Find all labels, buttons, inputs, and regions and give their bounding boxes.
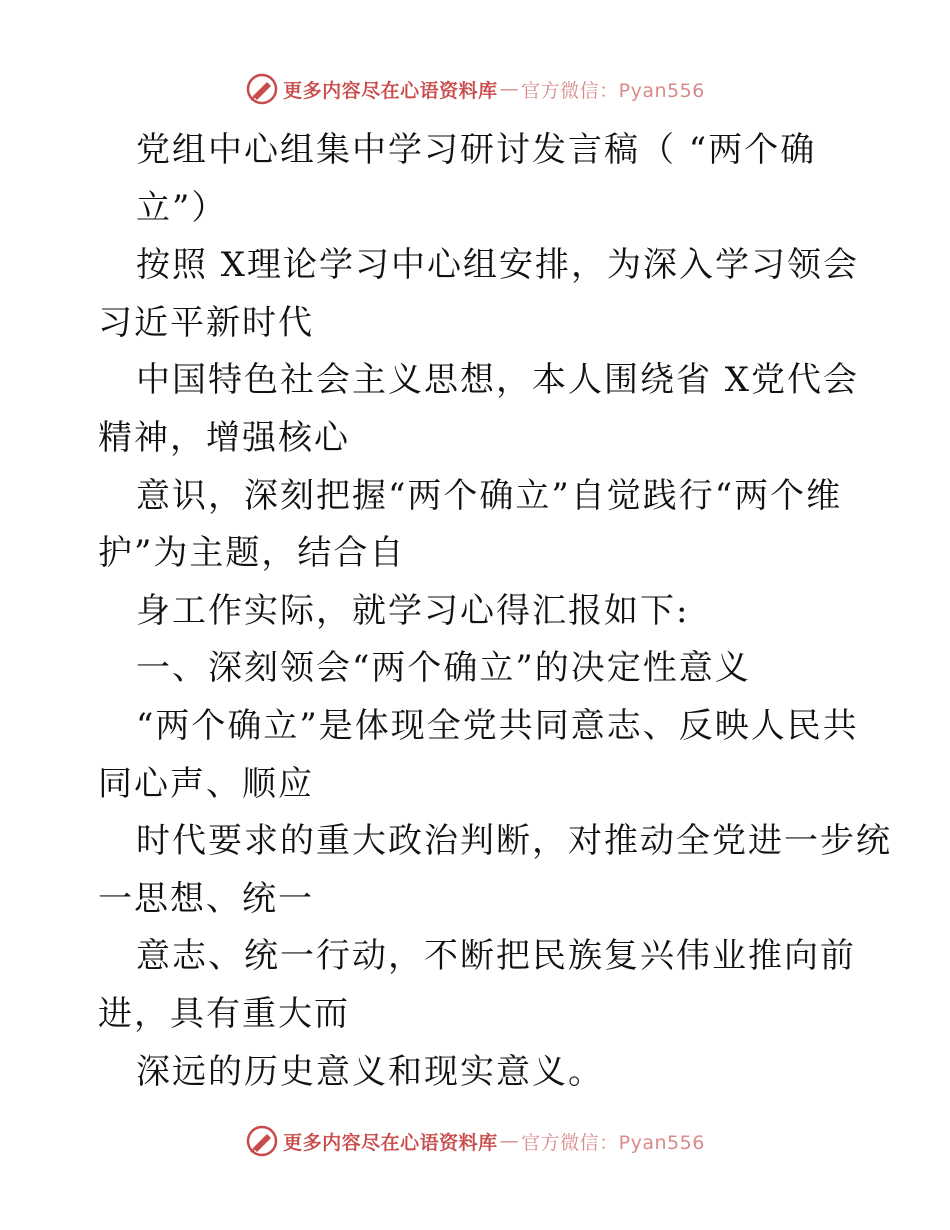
document-line: 身工作实际，就学习心得汇报如下: (136, 590, 690, 631)
document-line: 进，具有重大而 (98, 993, 350, 1034)
document-line: “两个确立”是体现全党共同意志、反映人民共 (136, 705, 859, 746)
watermark-sub-text: 官方微信：Pyan556 (521, 79, 705, 102)
document-line: 习近平新时代 (98, 302, 314, 343)
document-line: 时代要求的重大政治判断，对推动全党进一步统 (136, 821, 892, 862)
document-line: 护”为主题，结合自 (98, 533, 406, 574)
document-line: 意志、统一行动，不断把民族复兴伟业推向前 (136, 936, 856, 977)
watermark-separator: — (499, 1130, 520, 1152)
document-line: 一思想、统一 (98, 878, 314, 919)
document-line: 立”） (136, 187, 228, 228)
document-line: 精神，增强核心 (98, 417, 350, 458)
pen-logo-icon (245, 1124, 279, 1158)
document-line: 按照 X理论学习中心组安排，为深入学习领会 (136, 245, 860, 286)
footer-watermark (0, 1124, 950, 1158)
header-watermark (0, 72, 950, 106)
watermark-separator: — (499, 78, 520, 100)
document-line: 深远的历史意义和现实意义。 (136, 1051, 604, 1092)
document-body (98, 122, 892, 1101)
watermark-main-text: 更多内容尽在心语资料库 (283, 1131, 498, 1154)
watermark-sub-text: 官方微信：Pyan556 (521, 1131, 705, 1154)
pen-logo-icon (245, 72, 279, 106)
watermark-main-text: 更多内容尽在心语资料库 (283, 79, 498, 102)
document-line: 党组中心组集中学习研讨发言稿（ “两个确 (136, 130, 817, 170)
document-line: 一、深刻领会“两个确立”的决定性意义 (136, 648, 751, 689)
document-line: 中国特色社会主义思想，本人围绕省 X党代会 (136, 360, 860, 401)
document-line: 意识，深刻把握“两个确立”自觉践行“两个维 (136, 475, 843, 516)
document-line: 同心声、顺应 (98, 763, 314, 804)
